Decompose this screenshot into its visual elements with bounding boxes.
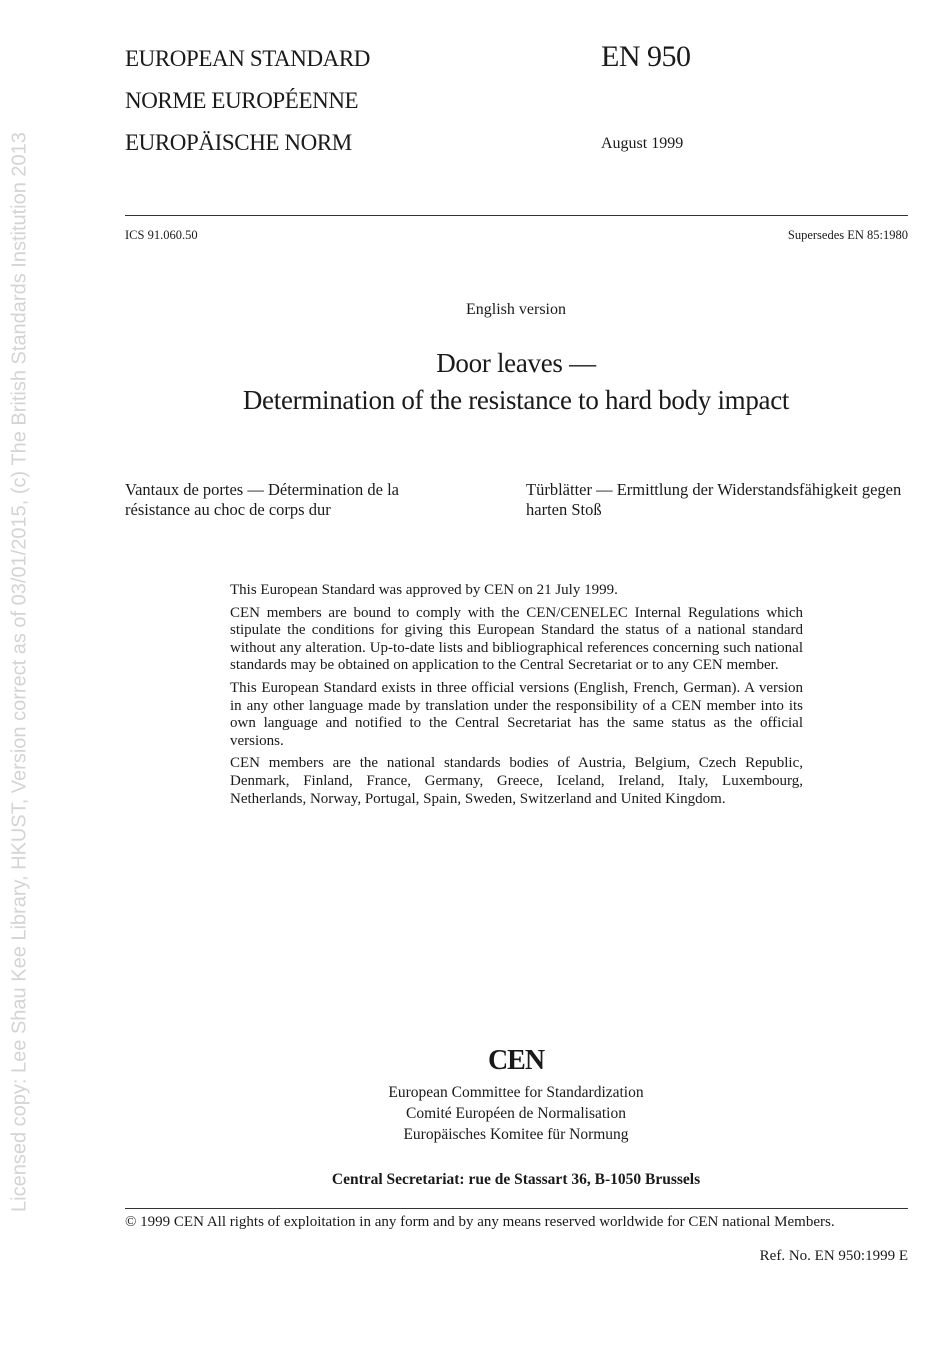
version-label: English version [466,301,566,318]
document-title-line1: Door leaves — [436,348,596,378]
license-watermark: Licensed copy: Lee Shau Kee Library, HKUST, Version correct as of 03/01/2015, (c) The British Standards Institution 2013 [8,132,31,1212]
cen-logo: CEN [487,1045,545,1076]
organization-name-en: European Committee for Standardization [388,1084,644,1101]
body-paragraph: This European Standard was approved by CEN on 21 July 1999. [230,582,618,598]
ics-code: ICS 91.060.50 [125,228,198,242]
body-paragraph: CEN members are bound to comply with the CEN/CENELEC Internal Regulations which stipulate the conditions for giving this European Standard the status of a national standard without any alteration. Up-to-date lists and bibliographical references concerning such national standards may be obtained on application to the Central Secretariat or to any CEN member. [230,604,803,674]
header-divider [125,215,908,216]
central-secretariat-address: Central Secretariat: rue de Stassart 36, B-1050 Brussels [331,1171,701,1188]
body-paragraph: This European Standard exists in three official versions (English, French, German). A version in any other language made by translation under the responsibility of a CEN member into its own language and notified to the Central Secretariat has the same status as the official versions. [230,679,803,749]
title-french: Vantaux de portes — Détermination de la résistance au choc de corps dur [125,480,399,519]
standard-title-fr: NORME EUROPÉENNE [125,88,359,113]
organization-names [0,1082,950,1145]
title-german: Türblätter — Ermittlung der Widerstandsfähigkeit gegen harten Stoß [526,480,902,519]
copyright-notice: © 1999 CEN All rights of exploitation in any form and by any means reserved worldwide for CEN national Members. [125,1214,835,1230]
standard-title-en: EUROPEAN STANDARD [125,46,371,71]
publication-date: August 1999 [601,135,684,152]
body-paragraph: CEN members are the national standards bodies of Austria, Belgium, Czech Republic, Denmark, Finland, France, Germany, Greece, Iceland, Ireland, Italy, Luxembourg, Netherlands, Norway, Portugal, Spain, Sweden, Switzerland and United Kingdom. [230,755,803,807]
supersedes-note: Supersedes EN 85:1980 [787,228,908,242]
approval-text [230,582,803,808]
organization-name-de: Europäisches Komitee für Normung [403,1126,629,1143]
document-title-line2: Determination of the resistance to hard body impact [242,385,790,415]
reference-number: Ref. No. EN 950:1999 E [759,1248,908,1264]
standard-title-de: EUROPÄISCHE NORM [125,130,352,155]
standard-number: EN 950 [601,40,691,73]
footer-divider [125,1208,908,1209]
organization-name-fr: Comité Européen de Normalisation [406,1105,626,1122]
